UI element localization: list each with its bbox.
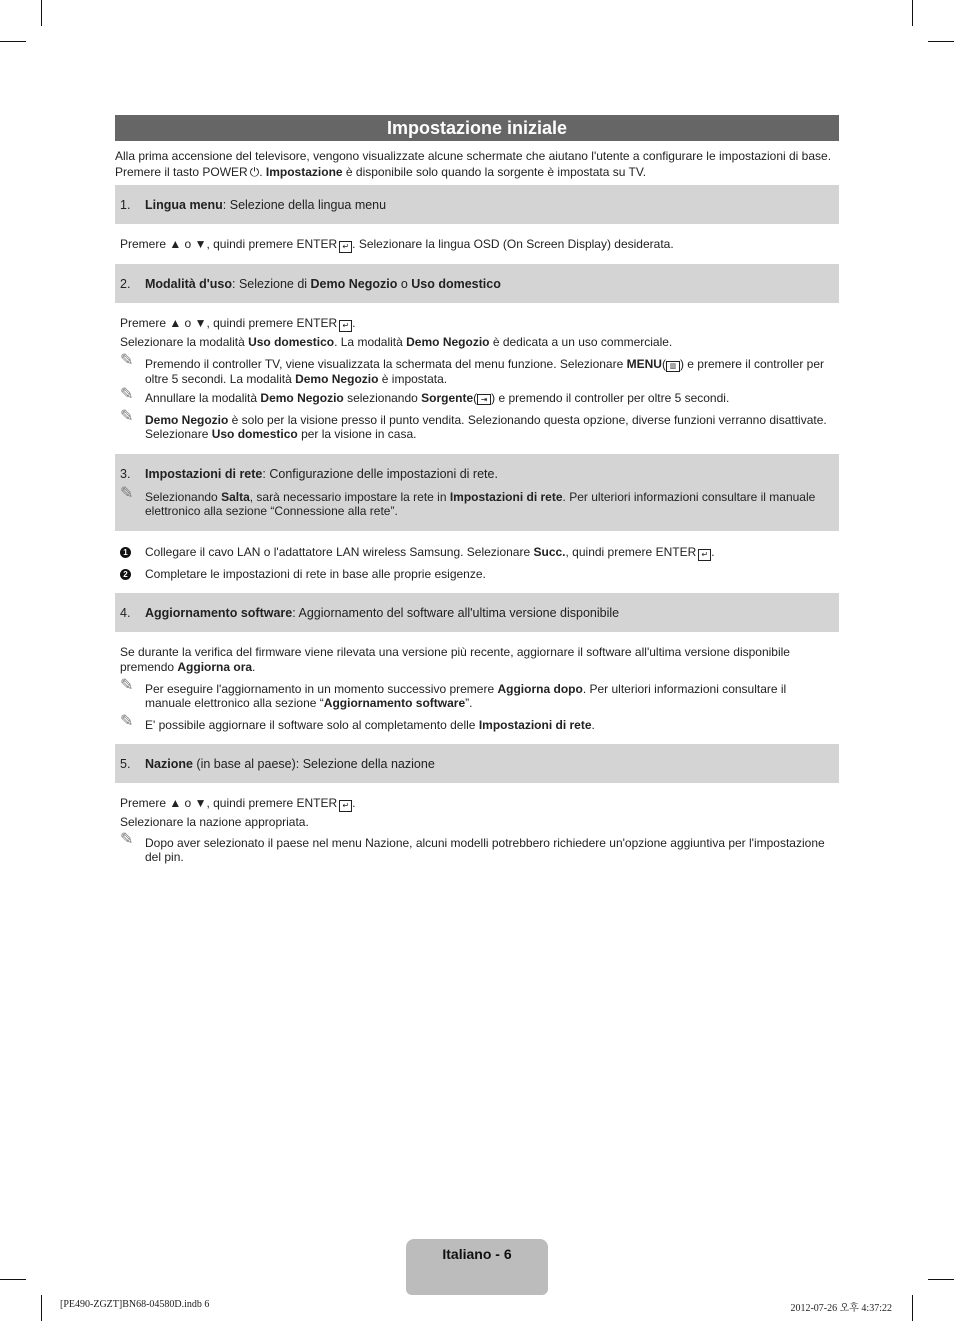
text: Nazione <box>145 757 193 771</box>
section-2-note-1 <box>120 352 835 386</box>
text: E' possibile aggiornare il software solo al completamento delle <box>145 718 479 732</box>
text: Uso domestico <box>411 277 501 291</box>
section-5-note <box>120 831 835 864</box>
step-text: Completare le impostazioni di rete in base alle proprie esigenze. <box>145 567 486 581</box>
text: Impostazioni di rete <box>478 718 592 732</box>
text: Premendo il controller TV, viene visualizzata la schermata del menu funzione. Selezionare <box>145 357 627 371</box>
crop-mark <box>41 0 42 26</box>
text: Demo Negozio <box>145 413 229 427</box>
enter-icon: ↵ <box>339 320 352 332</box>
section-2-para-1 <box>120 316 835 331</box>
text: è disponibile solo quando la sorgente è impostata su TV. <box>342 165 647 179</box>
text: è impostata. <box>378 372 448 386</box>
text: . <box>259 165 266 179</box>
note-text: Annullare la modalità Demo Negozio selezionando Sorgente( ⇥ ) e premendo il controller per oltre 5 secondi. <box>145 391 730 405</box>
text: : Selezione della lingua menu <box>222 198 387 212</box>
enter-label: ENTER <box>296 237 338 251</box>
section-number: 1. <box>120 198 131 212</box>
section-2-para-2 <box>120 335 835 350</box>
text: Selezionare la modalità <box>120 335 249 349</box>
section-3-step-2 <box>120 567 835 581</box>
enter-icon: ↵ <box>698 549 711 561</box>
pencil-note-icon: ✎ <box>120 831 134 848</box>
note-text: Dopo aver selezionato il paese nel menu Nazione, alcuni modelli potrebbero richiedere un'opzione aggiuntiva per l'impostazione del pin. <box>145 836 825 864</box>
text: è dedicata a un uso commerciale. <box>489 335 673 349</box>
text: : Selezione di <box>232 277 311 291</box>
section-2-header <box>115 264 839 303</box>
enter-icon: ↵ <box>339 800 352 812</box>
pencil-note-icon: ✎ <box>120 386 134 403</box>
section-3-header <box>115 454 839 531</box>
text: Se durante la verifica del firmware viene rilevata una versione più recente, aggiornare il software all'ultima versione disponibile premendo <box>120 645 790 674</box>
section-1-para <box>120 237 835 252</box>
text: Per eseguire l'aggiornamento in un momento successivo premere <box>145 682 498 696</box>
crop-mark <box>0 1279 26 1280</box>
text: , sarà necessario impostare la rete in <box>249 490 450 504</box>
intro-line-2 <box>115 164 845 180</box>
note-text <box>145 490 832 518</box>
text: Demo Negozio <box>260 391 344 405</box>
text: Demo Negozio <box>406 335 490 349</box>
menu-icon: ▥ <box>666 361 680 372</box>
section-label <box>145 467 833 481</box>
text: . <box>352 316 356 330</box>
section-label <box>145 757 833 771</box>
section-3-step-1 <box>120 545 835 560</box>
crop-mark <box>0 41 26 42</box>
text: Premere ▲ o ▼, quindi premere <box>120 237 297 251</box>
section-number: 2. <box>120 277 131 291</box>
enter-label: ENTER <box>655 545 697 559</box>
section-4-para <box>120 645 835 675</box>
text: Uso domestico <box>211 427 298 441</box>
pencil-note-icon: ✎ <box>120 408 134 425</box>
crop-mark <box>928 41 954 42</box>
step-number-icon: 1 <box>120 547 131 558</box>
crop-mark <box>928 1279 954 1280</box>
text: . La modalità <box>334 335 407 349</box>
print-datetime: 2012-07-26 오후 4:37:22 <box>790 1303 892 1314</box>
crop-mark <box>41 1295 42 1321</box>
text: Premere ▲ o ▼, quindi premere <box>120 316 297 330</box>
text: . <box>591 718 595 732</box>
text: per la visione in casa. <box>297 427 417 441</box>
source-icon: ⇥ <box>477 394 491 405</box>
text: Premere il tasto <box>115 165 203 179</box>
text: Sorgente <box>421 391 474 405</box>
section-5-para-2: Selezionare la nazione appropriata. <box>120 815 309 829</box>
impostazione-label: Impostazione <box>265 165 343 179</box>
page-number: Italiano - 6 <box>442 1246 512 1262</box>
text: selezionando <box>343 391 422 405</box>
text: Premere ▲ o ▼, quindi premere <box>120 796 297 810</box>
text: ) e premendo il controller per oltre 5 secondi. <box>491 391 730 405</box>
pencil-note-icon: ✎ <box>120 713 134 730</box>
text: . <box>711 545 715 559</box>
section-4-header <box>115 593 839 632</box>
page-number-tab <box>406 1239 548 1295</box>
intro-line-1: Alla prima accensione del televisore, vengono visualizzate alcune schermate che aiutano l'utente a configurare le impostazioni di base. <box>115 149 832 163</box>
enter-label: ENTER <box>296 796 338 810</box>
text: Impostazioni di rete <box>449 490 563 504</box>
section-number: 5. <box>120 757 131 771</box>
text: . Per ulteriori informazioni consultare il manuale elettronico alla sezione “ <box>145 682 787 710</box>
section-label <box>145 606 833 620</box>
text: . <box>352 796 356 810</box>
pencil-note-icon: ✎ <box>120 677 134 694</box>
text: , quindi premere <box>565 545 656 559</box>
section-5-para-1 <box>120 796 835 811</box>
section-2-note-3 <box>120 408 835 441</box>
text: MENU <box>626 357 662 371</box>
section-3-note <box>120 485 832 518</box>
page-title: Impostazione iniziale <box>115 115 839 141</box>
section-4-note-1 <box>120 677 835 710</box>
note-text <box>145 682 835 710</box>
section-5-header <box>115 744 839 783</box>
text: (in base al paese): Selezione della nazione <box>192 757 435 771</box>
section-label <box>145 198 833 212</box>
text: Aggiornamento software <box>323 696 466 710</box>
text: Collegare il cavo LAN o l'adattatore LAN wireless Samsung. Selezionare <box>145 545 534 559</box>
pencil-note-icon: ✎ <box>120 485 134 502</box>
text: Lingua menu <box>145 198 223 212</box>
crop-mark <box>912 1295 913 1321</box>
text: Selezionando <box>145 490 222 504</box>
text: . <box>252 660 256 674</box>
section-2-note-2 <box>120 386 835 405</box>
enter-icon: ↵ <box>339 241 352 253</box>
text: Uso domestico <box>248 335 335 349</box>
text: : Aggiornamento del software all'ultima versione disponibile <box>292 606 620 620</box>
text: . Per ulteriori informazioni consultare il manuale elettronico alla sezione “Connessione alla rete”. <box>145 490 816 518</box>
text: Demo Negozio <box>295 372 379 386</box>
pencil-note-icon: ✎ <box>120 352 134 369</box>
text: ) e premere il controller per oltre 5 secondi. La modalità <box>145 357 824 386</box>
text: o <box>397 277 412 291</box>
power-label: POWER <box>202 165 248 179</box>
text: Salta <box>221 490 250 504</box>
text: : Configurazione delle impostazioni di rete. <box>262 467 498 481</box>
text: è solo per la visione presso il punto vendita. Selezionando questa opzione, diverse funzioni verranno disattivate. Selezionare <box>145 413 827 441</box>
step-text <box>145 545 835 560</box>
section-1-header <box>115 185 839 224</box>
text: . Selezionare la lingua OSD (On Screen Display) desiderata. <box>352 237 674 251</box>
text: ”. <box>465 696 473 710</box>
enter-label: ENTER <box>296 316 338 330</box>
text: Aggiorna ora <box>177 660 253 674</box>
crop-mark <box>912 0 913 26</box>
text: Annullare la modalità <box>145 391 261 405</box>
note-text <box>145 413 835 441</box>
note-text: Premendo il controller TV, viene visualizzata la schermata del menu funzione. Selezionare MENU( ▥ ) e premere il controller per oltre 5 secondi. La modalità Demo Negozio è impostata. <box>145 357 824 386</box>
section-4-note-2 <box>120 713 835 732</box>
section-number: 3. <box>120 467 131 481</box>
text: Modalità d'uso <box>145 277 232 291</box>
power-icon: ⏻ <box>249 165 260 179</box>
text: Impostazioni di rete <box>145 467 263 481</box>
intro-text <box>115 148 845 180</box>
section-number: 4. <box>120 606 131 620</box>
text: Succ. <box>533 545 566 559</box>
step-number-icon: 2 <box>120 569 131 580</box>
text: Demo Negozio <box>310 277 398 291</box>
text: Aggiornamento software <box>145 606 293 620</box>
print-file-info: [PE490-ZGZT]BN68-04580D.indb 6 <box>60 1299 210 1310</box>
note-text <box>145 718 835 732</box>
section-label <box>145 277 833 291</box>
text: Aggiorna dopo <box>497 682 583 696</box>
